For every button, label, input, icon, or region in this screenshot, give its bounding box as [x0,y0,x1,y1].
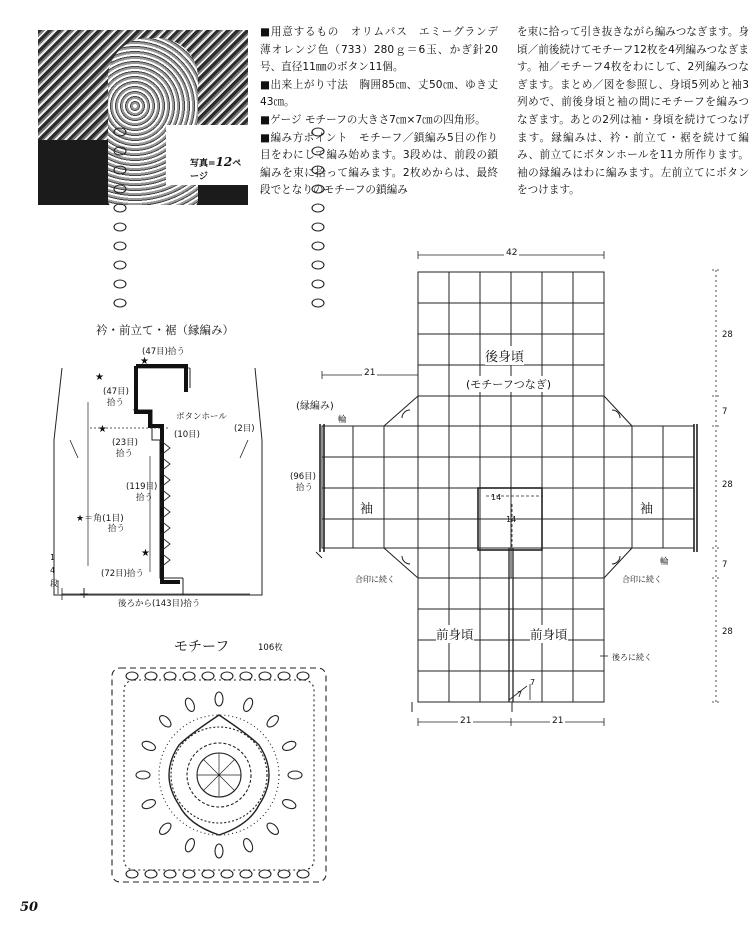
height-lower-7: 7 [722,560,728,570]
join-mark-left: 合印に続く [355,575,395,584]
chain-loop-inner [184,837,197,853]
chain-loop [221,870,233,878]
front-band-count-23: (23目) [112,438,138,448]
chain-loop-inner [265,713,281,729]
rows-numerator: 1 [50,553,56,562]
garment-grid [316,272,697,712]
height-upper-7: 7 [722,407,728,417]
neck-width-14: 14 [491,493,502,502]
chain-loop [240,672,252,680]
chain-loop [114,299,126,307]
method-text-continued: を束に拾って引き抜きながら編みつなぎます。身頃／前後続けてモチーフ12枚を4列編みつなぎます。袖／モチーフ4枚をわにして、2列編みつなぎます。まとめ／図を参照し、身頃5列めと袖3列めで、前後身頃と袖の間にモチーフを編みつなぎます。あとの2列は袖・身頃を続けてつなげます。縁編みは、衿・前立て・裾を続けて編み、前立てにボタンホールを11カ所作ります。袖の縁編みはわに編みます。左前立てにボタンをつけます。 [517,26,750,197]
chain-loop [202,672,214,680]
chain-loop [114,166,126,174]
chain-loop [312,204,324,212]
chain-loop [114,185,126,193]
hem-back-count: 後ろから(143目)拾う [118,599,201,609]
chain-loop-inner [281,798,297,811]
chain-loop [240,870,252,878]
height-back-28: 28 [722,330,733,340]
chain-loop [312,128,324,136]
chain-loop-inner [215,844,223,858]
sleeve-left-label: 袖 [360,498,373,517]
materials-text: ■用意するもの オリムパス エミーグランデ 薄オレンジ色（733）280ｇ＝6玉、かぎ針20号、直径11㎜のボタン11個。 [260,26,509,74]
width-bottom-right-21: 21 [552,716,564,726]
chain-loop-inner [288,771,302,779]
sleeve-ring-left: 輪 [338,415,347,425]
chain-loop [297,870,309,878]
chain-loop-inner [184,697,197,713]
chain-loop [183,870,195,878]
chain-loop [312,261,324,269]
chain-loop [202,870,214,878]
edging-label: (縁編み) [296,401,334,412]
chain-loop [114,261,126,269]
edging-diagram-title: 衿・前立て・裾（縁編み） [96,323,234,337]
chain-loop [278,672,290,680]
caption-page-number: 12 [215,155,233,169]
corner-star-note: ★＝角(1目) [76,514,124,524]
svg-text:★: ★ [95,372,104,383]
sleeve-edge-count: (96目) [290,472,316,482]
front-band-count-10: (10目) [174,430,200,440]
continue-to-back-note: 後ろに続く [612,653,652,662]
chain-loop-inner [141,798,157,811]
chain-loop-inner [215,692,223,706]
svg-text:★: ★ [140,356,149,367]
gauge-text: ■ゲージ モチーフの大きさ7㎝×7㎝の四角形。 [260,113,486,126]
chain-loop [312,185,324,193]
corner-star-pickup: 拾う [108,524,126,534]
chain-loop-inner [136,771,150,779]
hem-count-72: (72目)拾う [101,569,144,579]
collar-top-count: (47目)拾う [142,347,185,357]
chain-loop [259,870,271,878]
chain-loop [164,672,176,680]
chain-loop [114,223,126,231]
height-sleeve-28: 28 [722,480,733,490]
width-top-42: 42 [506,248,518,258]
front-band-pickup-119: 拾う [136,493,154,503]
rows-unit: 段 [50,579,58,588]
chain-loop [114,128,126,136]
chain-loop-inner [157,821,173,837]
chain-loop [278,870,290,878]
motif-join-label: (モチーフつなぎ) [466,378,552,391]
sleeve-ring-right: 輪 [660,557,669,567]
finished-size-text: ■出来上がり寸法 胸囲85㎝、丈50㎝、ゆき丈43㎝。 [260,78,498,109]
chain-loop [312,242,324,250]
buttonhole-stitch-count: (2目) [234,424,255,434]
caption-prefix: 写真= [190,159,216,169]
collar-side-count: (47目) [103,387,129,397]
buttonhole-label: ボタンホール [176,412,227,422]
motif-title: モチーフ [174,639,230,655]
width-bottom-left-21: 21 [460,716,472,726]
chain-loop [114,280,126,288]
sleeve-right-label: 袖 [640,498,653,517]
svg-text:★: ★ [98,424,107,435]
chain-loop [114,204,126,212]
chain-loop [312,223,324,231]
svg-text:★: ★ [132,406,141,417]
chain-loop-inner [281,740,297,753]
chain-loop [221,672,233,680]
front-band-7a: 7 [517,690,523,699]
chain-loop [183,672,195,680]
height-front-28: 28 [722,627,733,637]
sleeve-edge-pickup: 拾う [296,483,314,493]
front-band-7b: 7 [530,678,536,687]
chain-loop [145,672,157,680]
chain-loop [312,166,324,174]
chain-loop [312,147,324,155]
width-left-21: 21 [364,368,376,378]
svg-text:★: ★ [141,548,150,559]
back-body-label: 後身頃 [485,346,524,365]
chain-loop [312,280,324,288]
motif-chart [112,128,326,882]
motif-count: 106枚 [258,643,283,653]
chain-loop [297,672,309,680]
edging-diagram-outline [54,366,262,600]
front-band-count-119: (119目) [126,482,158,492]
front-body-left-label: 前身頃 [436,627,474,642]
chain-loop [312,299,324,307]
front-band-pickup-23: 拾う [116,449,134,459]
chain-loop [164,870,176,878]
chain-loop [259,672,271,680]
join-mark-right: 合印に続く [622,575,662,584]
caption-suffix: ページ [190,159,242,182]
chain-loop [114,242,126,250]
chain-loop [145,870,157,878]
page-number: 50 [20,900,39,915]
chain-loop-inner [141,740,157,753]
chain-loop [126,870,138,878]
chain-loop-inner [157,713,173,729]
rows-count: 4 [50,566,56,575]
chain-loop [126,672,138,680]
front-body-right-label: 前身頃 [530,627,568,642]
collar-side-pickup: 拾う [107,398,125,408]
chain-loop [114,147,126,155]
chain-loop-inner [242,697,255,713]
chain-loop-inner [242,837,255,853]
method-text: ■編み方ポイント モチーフ／鎖編み5目の作り目をわにして編み始めます。3段めは、前段の鎖編みを束に拾って編みます。2枚めからは、最終段でとなりのモチーフの鎖編み [260,131,498,197]
chain-loop-inner [265,821,281,837]
neck-depth-14: 14 [506,515,517,524]
